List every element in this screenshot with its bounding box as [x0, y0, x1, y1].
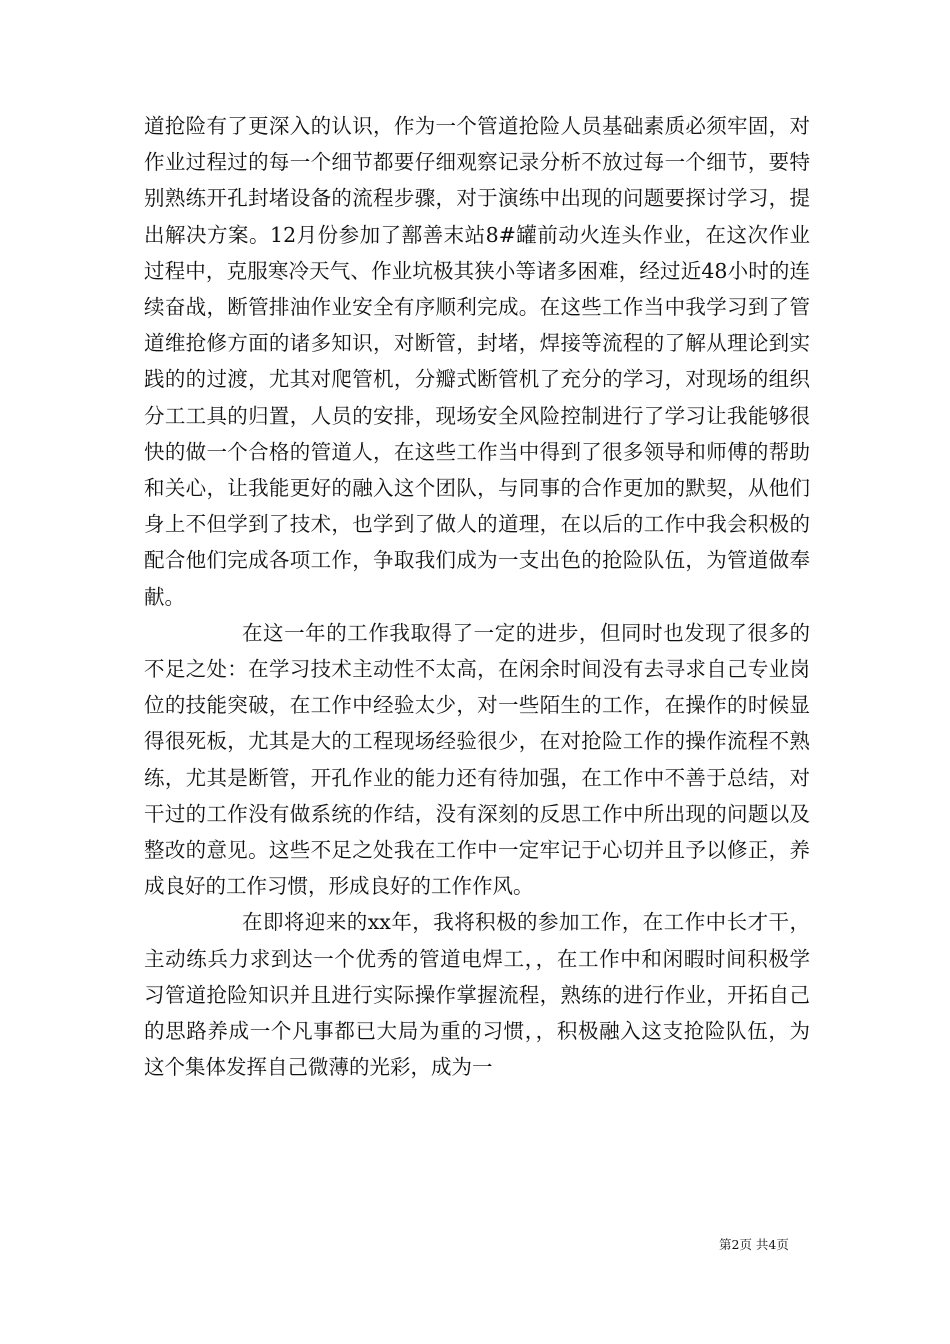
page-number: 第2页 共4页: [719, 1237, 789, 1252]
paragraph-2: 在这一年的工作我取得了一定的进步，但同时也发现了很多的不足之处：在学习技术主动性不太高，在闲余时间没有去寻求自己专业岗位的技能突破，在工作中经验太少，对一些陌生的工作，在操作的时候显得很死板，尤其是大的工程现场经验很少，在对抢险工作的操作流程不熟练，尤其是断管，开孔作业的能力还有待加强，在工作中不善于总结，对干过的工作没有做系统的作结，没有深刻的反思工作中所出现的问题以及整改的意见。这些不足之处我在工作中一定牢记于心切并且予以修正，养成良好的工作习惯，形成良好的工作作风。: [144, 620, 810, 899]
document-body: [144, 108, 810, 1085]
paragraph-3: 在即将迎来的xx年，我将积极的参加工作，在工作中长才干，主动练兵力求到达一个优秀的管道电焊工，，在工作中和闲暇时间积极学习管道抢险知识并且进行实际操作掌握流程，熟练的进行作业，开拓自己的思路养成一个凡事都已大局为重的习惯，，积极融入这支抢险队伍，为这个集体发挥自己微薄的光彩，成为一: [144, 910, 810, 1080]
paragraph-1: 道抢险有了更深入的认识，作为一个管道抢险人员基础素质必须牢固，对作业过程过的每一个细节都要仔细观察记录分析不放过每一个细节，要特别熟练开孔封堵设备的流程步骤，对于演练中出现的问题要探讨学习，提出解决方案。12月份参加了鄯善末站8#罐前动火连头作业，在这次作业过程中，克服寒冷天气、作业坑极其狭小等诸多困难，经过近48小时的连续奋战，断管排油作业安全有序顺利完成。在这些工作当中我学习到了管道维抢修方面的诸多知识，对断管，封堵，焊接等流程的了解从理论到实践的的过渡，尤其对爬管机，分瓣式断管机了充分的学习，对现场的组织分工工具的归置，人员的安排，现场安全风险控制进行了学习让我能够很快的做一个合格的管道人，在这些工作当中得到了很多领导和师傅的帮助和关心，让我能更好的融入这个团队，与同事的合作更加的默契，从他们身上不但学到了技术，也学到了做人的道理，在以后的工作中我会积极的配合他们完成各项工作，争取我们成为一支出色的抢险队伍，为管道做奉献。: [144, 114, 810, 609]
